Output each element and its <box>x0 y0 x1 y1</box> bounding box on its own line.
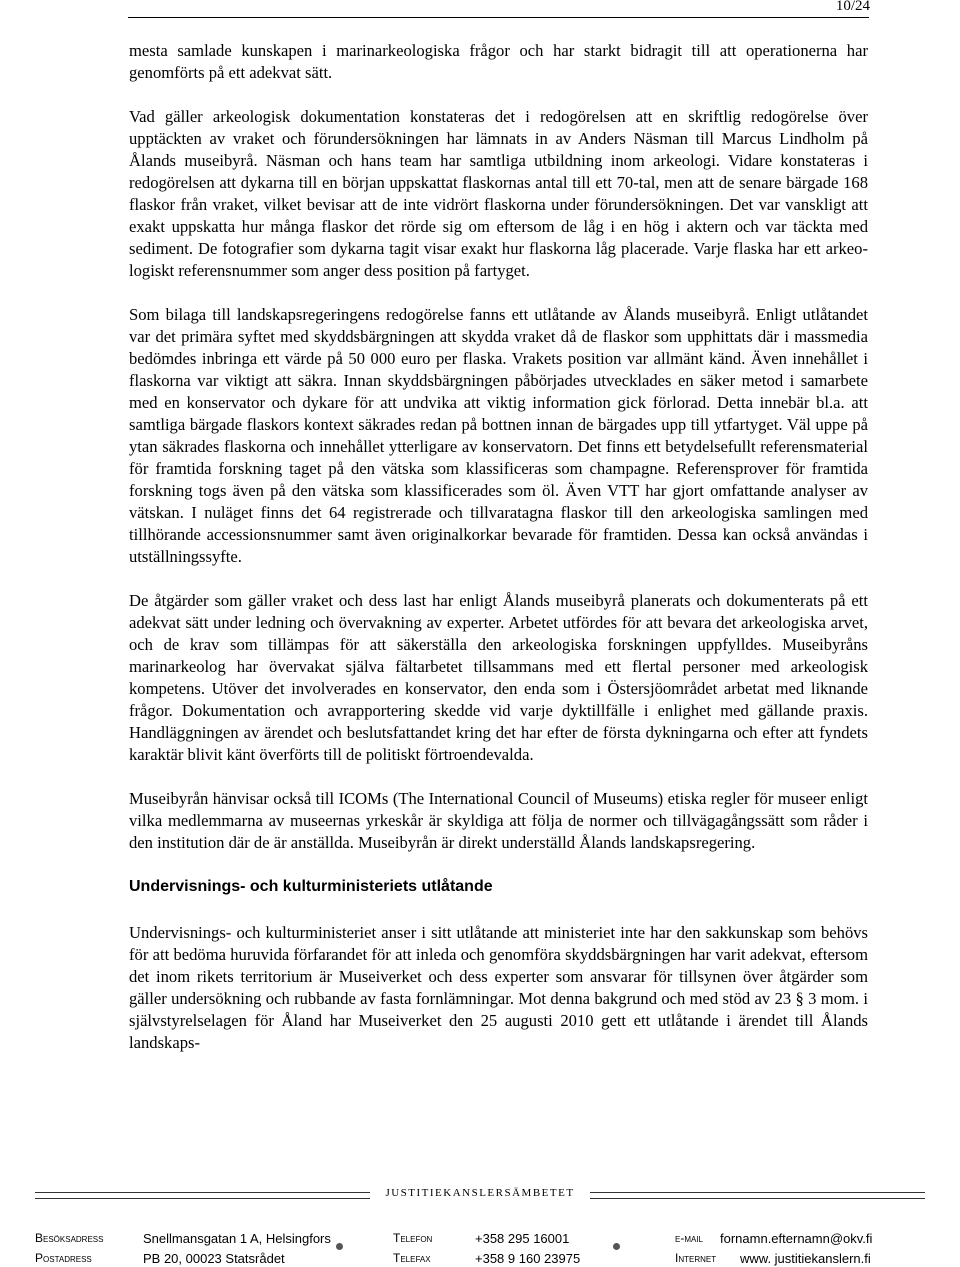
document-body <box>129 40 868 1076</box>
email-label: e-mail <box>675 1231 704 1245</box>
paragraph-2: Vad gäller arkeologisk dokumentation konstateras det i redogörelsen att en skriftlig redogörelse över upptäckten av vraket och förundersökningen har lämnats in av Anders Näsman till Marcus Lindholm på Ålands museibyrå. Näsman och hans team har samtliga utbildning inom arkeologi. Vidare konstateras i redogörelsen att dykarna till en början uppskattat flaskornas antal till ett 70-tal, men att de senare bärgade 168 flaskor från vraket, vilket bevisar att de inte vidrört flaskorna under förundersökningen. Det var vanskligt att exakt uppskatta hur många flaskor det rörde sig om eftersom de låg i en hög i aktern och var täckta med sediment. De fotografier som dykarna tagit visar exakt hur flaskorna låg placerade. Varje flaska har ett arkeologiskt referensnummer som anger dess position på fartyget. <box>129 107 868 280</box>
footer-rule-left <box>35 1192 370 1199</box>
internet-label: Internet <box>675 1251 717 1265</box>
header-rule <box>128 17 869 18</box>
footer-rule-right <box>590 1192 925 1199</box>
fax-label: Telefax <box>393 1251 431 1265</box>
postal-address-value: PB 20, 00023 Statsrådet <box>143 1251 285 1266</box>
paragraph-6: Undervisnings- och kulturministeriet anser i sitt utlåtande att ministeriet inte har den sakkunskap som behövs för att bedöma huruvida förfarandet för att inleda och genomföra skyddsbärgningen har varit adekvat, eftersom det inom rikets territorium är Museiverket och dess experter som ansvarar för tillsynen över åtgärder som gäller undersökning och rubbande av fasta fornlämningar. Mot denna bakgrund och med stöd av 23 § 3 mom. i självstyrelselagen för Åland har Museiverket den 25 augusti 2010 gett ett utlåtande i ärendet till Ålands landskaps- <box>129 923 868 1052</box>
visit-address-value: Snellmansgatan 1 A, Helsingfors <box>143 1231 331 1246</box>
footer-organization: JUSTITIEKANSLERSÄMBETET <box>385 1187 575 1199</box>
fax-value: +358 9 160 23975 <box>475 1251 581 1266</box>
phone-value: +358 295 16001 <box>475 1231 570 1246</box>
footer-bullet-dot <box>613 1243 620 1250</box>
internet-value[interactable]: www. justitiekanslern.fi <box>740 1251 871 1266</box>
paragraph-3: Som bilaga till landskapsregeringens redogörelse fanns ett utlåtande av Ålands museibyrå. Enligt utlåtandet var det primära syftet med skyddsbärgningen att skydda vraket då de flaskor som upphittats där i massmedia bedömdes inbringa ett värde på 50 000 euro per flaska. Vrakets position var allmänt känd. Även innehållet i flaskorna var viktigt att säkra. Innan skyddsbärgningen påbörjades utvecklades en säker metod i samarbete med en konservator och dykare för att undvika att viktig information gick förlorad. Detta innebär bl.a. att samtliga bärgade flaskors kontext säkrades redan på bottnen innan de bärgades upp till ytfartyget. Väl uppe på ytan säkrades flaskorna och innehållet ytterligare av konservatorn. Det finns ett betydelsefullt referensmaterial för framtida forskning taget på den vätska som klassificeras som champagne. Referensprover för framtida forskning togs även på den vätska som klassificerades som öl. Även VTT har gjort omfattande analyser av vätskan. I nuläget finns det 64 registrerade och tillvaratagna flaskor till den arkeologiska samlingen med tillhörande accessionsnummer samt även originalkorkar bevarade för framtiden. Dessa kan också användas i utställningssyfte. <box>129 305 868 566</box>
postal-address-label: Postadress <box>35 1251 92 1265</box>
paragraph-1: mesta samlade kunskapen i marinarkeologiska frågor och har starkt bidragit till att operationerna har genomförts på ett adekvat sätt. <box>129 41 868 82</box>
paragraph-5: Museibyrån hänvisar också till ICOMs (The International Council of Museums) etiska regler för museer enligt vilka medlemmarna av museernas yrkeskår är skyldiga att följa de normer och tillvägagångssätt som råder i den institution där de är anställda. Museibyrån är direkt underställd Ålands landskapsregering. <box>129 789 868 852</box>
email-value[interactable]: fornamn.efternamn@okv.fi <box>720 1231 873 1246</box>
phone-label: Telefon <box>393 1231 433 1245</box>
footer-row-2 <box>35 1251 925 1267</box>
section-heading: Undervisnings- och kulturministeriets utlåtande <box>129 878 493 895</box>
visit-address-label: Besöksadress <box>35 1231 104 1245</box>
page-number: 10/24 <box>835 0 870 14</box>
paragraph-4: De åtgärder som gäller vraket och dess last har enligt Ålands museibyrå planerats och dokumenterats på ett adekvat sätt under ledning och övervakning av experter. Arbetet utfördes för att bevara det arkeologiska arvet, och de krav som tillämpas för att säkerställa den arkeologiska forskningen uppfylldes. Museibyråns marinarkeolog har övervakat själva fältarbetet tillsammans med ett flertal personer med arkeologisk kompetens. Utöver det involverades en konservator, den enda som i Östersjöområdet arbetat med liknande frågor. Dokumentation och avrapportering skedde vid varje dyktillfälle i enlighet med gällande praxis. Handläggningen av ärendet och beslutsfattandet kring det har efter de första dykningarna och efter att fyndets karaktär blivit känt överförts till de politiskt förtroendevalda. <box>129 591 868 764</box>
footer-bullet-dot <box>336 1243 343 1250</box>
footer-row-1 <box>35 1231 925 1247</box>
